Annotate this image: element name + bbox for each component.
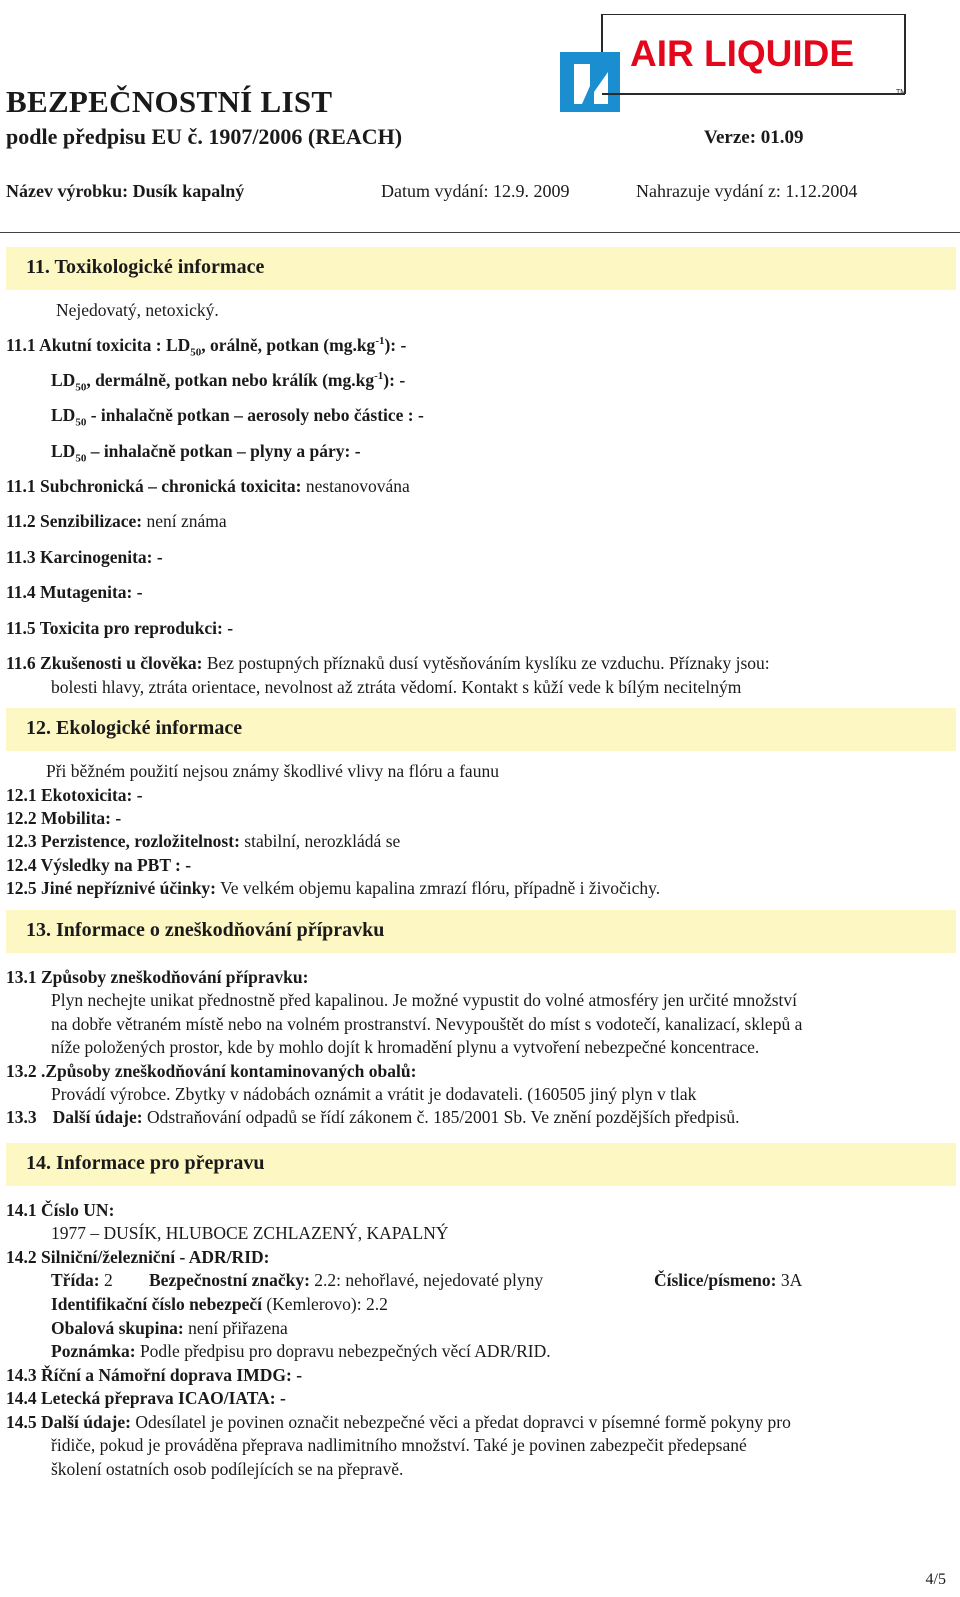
- human-experience-cont: bolesti hlavy, ztráta orientace, nevolnost až ztráta vědomí. Kontakt s kůží vede k bílým necitelným: [51, 677, 742, 697]
- regulation-subtitle: podle předpisu EU č. 1907/2006 (REACH): [6, 124, 403, 149]
- chronic-toxicity: 11.1 Subchronická – chronická toxicita: nestanovována: [6, 476, 410, 496]
- header-divider: [0, 232, 960, 233]
- other-effects: 12.5 Jiné nepříznivé účinky: Ve velkém objemu kapalina zmrazí flóru, případně i živočichy.: [6, 878, 661, 898]
- s12-intro: Při běžném použití nejsou známy škodlivé vlivy na flóru a faunu: [46, 761, 499, 781]
- transport-note: Poznámka: Podle předpisu pro dopravu nebezpečných věcí ADR/RID.: [51, 1341, 551, 1361]
- transport-other-info: 14.5 Další údaje: Odesílatel je povinen označit nebezpečné věci a předat dopravci v písemné formě pokyny pro: [6, 1412, 791, 1432]
- disposal-line-1: Plyn nechejte unikat přednostně před kapalinou. Je možné vypustit do volné atmosféry jen určité množství: [51, 990, 797, 1010]
- issue-date: Datum vydání: 12.9. 2009: [381, 181, 570, 201]
- classification-code: Číslice/písmeno: 3A: [654, 1270, 803, 1290]
- ecotoxicity: 12.1 Ekotoxicita: -: [6, 785, 143, 805]
- section-13-title: 13. Informace o zneškodňování přípravku: [26, 919, 385, 941]
- reproductive-toxicity: 11.5 Toxicita pro reprodukci: -: [6, 618, 234, 638]
- persistence: 12.3 Perzistence, rozložitelnost: stabilní, nerozkládá se: [6, 831, 401, 851]
- transport-class: Třída: 2: [51, 1270, 113, 1290]
- mobility: 12.2 Mobilita: -: [6, 808, 122, 828]
- logo-text: AIR LIQUIDE: [630, 33, 855, 74]
- disposal-methods-label: 13.1 Způsoby zneškodňování přípravku:: [6, 967, 309, 987]
- logo-tm: TM: [896, 89, 907, 96]
- s11-intro: Nejedovatý, netoxický.: [56, 300, 219, 320]
- version: Verze: 01.09: [704, 127, 804, 148]
- acute-inhal-gas: $LD_{50}$ – inhalačně potkan – plyny a páry: -: [51, 441, 361, 465]
- safety-signs: Bezpečnostní značky: 2.2: nehořlavé, nejedovaté plyny: [149, 1270, 544, 1290]
- hazard-id: Identifikační číslo nebezpečí (Kemlerovo): 2.2: [51, 1294, 388, 1314]
- acute-inhal-aerosol: $LD_{50}$ - inhalačně potkan – aerosoly nebo částice : -: [51, 405, 424, 429]
- disposal-line-2: na dobře větraném místě nebo na volném prostranství. Nevypouštět do míst s vodotečí, kanalizací, sklepů a: [51, 1014, 803, 1034]
- page-number: 4/5: [925, 1571, 946, 1588]
- imdg: 14.3 Říční a Námořní doprava IMDG: -: [6, 1365, 303, 1385]
- adr-rid-label: 14.2 Silniční/železniční - ADR/RID:: [6, 1247, 270, 1267]
- replaces-date: Nahrazuje vydání z: 1.12.2004: [636, 181, 858, 201]
- carcinogenicity: 11.3 Karcinogenita: -: [6, 547, 163, 567]
- acute-dermal: $LD_{50}$, dermálně, potkan nebo králík $(mg.kg^{-1})$: -: [51, 370, 406, 394]
- mutagenicity: 11.4 Mutagenita: -: [6, 582, 143, 602]
- air-liquide-logo: [560, 14, 940, 112]
- transport-other-line-2: řidiče, pokud je prováděna přeprava nadlimitního množství. Také je povinen zabezpečit předepsané: [51, 1435, 747, 1455]
- document-title: BEZPEČNOSTNÍ LIST: [6, 84, 333, 119]
- product-name: Název výrobku: Dusík kapalný: [6, 181, 245, 201]
- packing-group: Obalová skupina: není přiřazena: [51, 1318, 288, 1338]
- disposal-line-3: níže položených prostor, kde by mohlo dojít k hromadění plynu a vytvoření nebezpečné koncentrace.: [51, 1037, 760, 1057]
- human-experience: 11.6 Zkušenosti u člověka: Bez postupných příznaků dusí vytěsňováním kyslíku ze vzduchu. Příznaky jsou:: [6, 653, 770, 673]
- transport-other-line-3: školení ostatních osob podílejících se na přepravě.: [51, 1459, 404, 1479]
- packaging-disposal-label: 13.2 .Způsoby zneškodňování kontaminovaných obalů:: [6, 1061, 417, 1081]
- disposal-other: 13.3 Další údaje: Odstraňování odpadů se řídí zákonem č. 185/2001 Sb. Ve znění pozdějších předpisů.: [6, 1107, 740, 1127]
- sensitization: 11.2 Senzibilizace: není známa: [6, 511, 227, 531]
- section-11-title: 11. Toxikologické informace: [26, 256, 265, 278]
- acute-oral: 11.1 Akutní toxicita : $LD_{50}$, orálně, potkan $(mg.kg^{-1})$: -: [6, 335, 407, 359]
- pbt-results: 12.4 Výsledky na PBT : -: [6, 855, 192, 875]
- packaging-disposal-text: Provádí výrobce. Zbytky v nádobách oznámit a vrátit je dodavateli. (160505 jiný plyn v tlak: [51, 1084, 697, 1104]
- section-14-title: 14. Informace pro přepravu: [26, 1152, 265, 1174]
- section-12-title: 12. Ekologické informace: [26, 717, 243, 739]
- icao-iata: 14.4 Letecká přeprava ICAO/IATA: -: [6, 1388, 286, 1408]
- un-number-label: 14.1 Číslo UN:: [6, 1200, 115, 1220]
- un-number-value: 1977 – DUSÍK, HLUBOCE ZCHLAZENÝ, KAPALNÝ: [51, 1223, 449, 1243]
